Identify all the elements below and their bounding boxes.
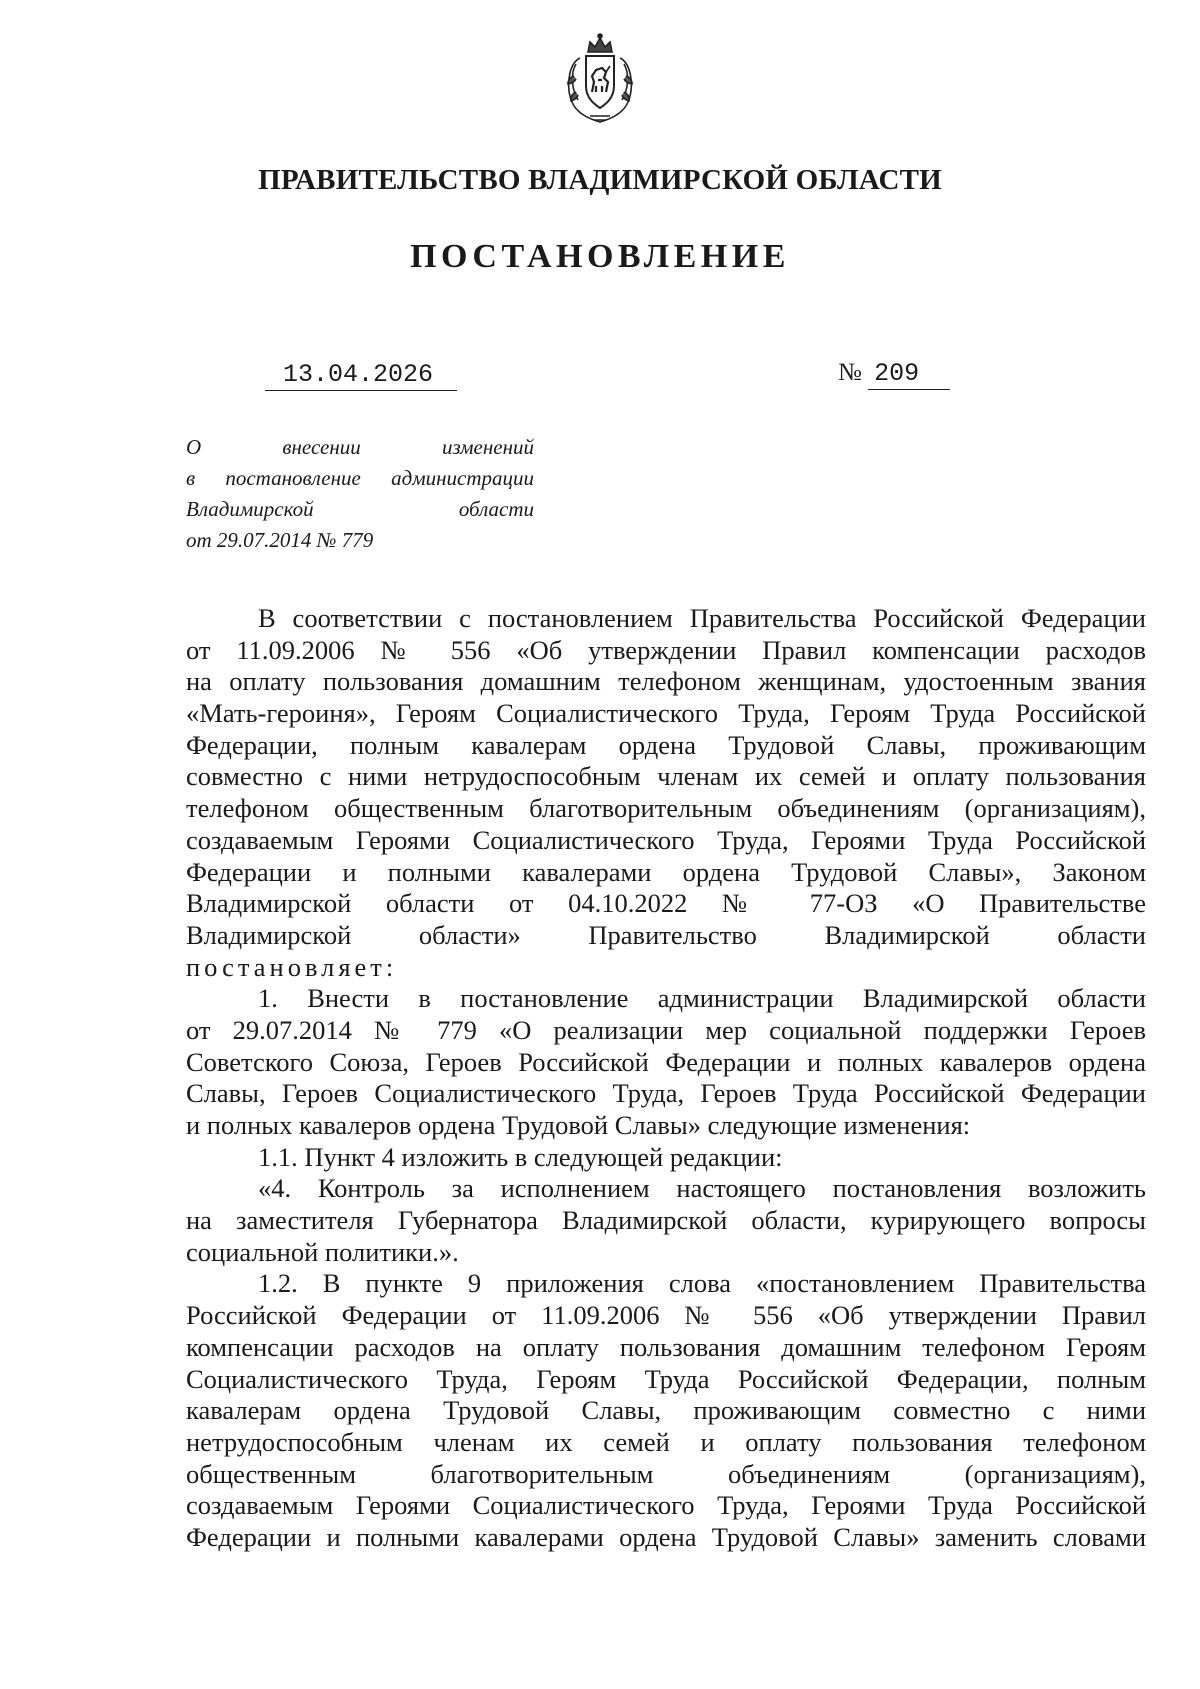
body-line: В соответствии с постановлением Правительства Российской Федерации — [258, 603, 1146, 633]
coat-of-arms-emblem — [550, 30, 650, 130]
body-line: создаваемым Героями Социалистического Труда, Героями Труда Российской — [186, 1490, 1146, 1521]
body-line: Социалистического Труда, Героям Труда Российской Федерации, полным — [186, 1363, 1146, 1394]
body-line: Российской Федерации от 11.09.2006 № 556 «Об утверждении Правил — [186, 1300, 1146, 1331]
body-line: компенсации расходов на оплату пользования домашним телефоном Героям — [186, 1331, 1146, 1362]
body-line: Владимирской области» Правительство Владимирской области — [186, 919, 1146, 950]
subject-line: от 29.07.2014 № 779 — [186, 528, 374, 552]
document-number: 209 — [868, 359, 950, 390]
document-number-block — [838, 358, 950, 390]
number-sign: № — [838, 359, 862, 386]
subject-line: Владимирской области — [186, 497, 534, 521]
body-line: и полных кавалеров ордена Трудовой Славы» следующие изменения: — [186, 1110, 971, 1140]
document-date: 13.04.2026 — [265, 360, 457, 391]
body-line: Федерации, полным кавалерам ордена Трудовой Славы, проживающим — [186, 729, 1146, 760]
body-line: 1.2. В пункте 9 приложения слова «постановлением Правительства — [258, 1268, 1146, 1299]
body-line: Федерации и полными кавалерами ордена Трудовой Славы», Законом — [186, 856, 1146, 887]
document-subject — [186, 432, 534, 556]
body-line: телефоном общественным благотворительным объединениям (организациям), — [186, 793, 1146, 824]
body-line: «4. Контроль за исполнением настоящего постановления возложить — [258, 1173, 1146, 1204]
body-line: на заместителя Губернатора Владимирской области, курирующего вопросы — [186, 1205, 1146, 1236]
body-line: совместно с ними нетрудоспособным членам их семей и оплату пользования — [186, 761, 1146, 792]
body-line: «Мать-героиня», Героям Социалистического Труда, Героям Труда Российской — [186, 698, 1146, 729]
document-type-title: ПОСТАНОВЛЕНИЕ — [410, 238, 790, 275]
body-line: нетрудоспособным членам их семей и оплату пользования телефоном — [186, 1426, 1146, 1457]
body-line: создаваемым Героями Социалистического Труда, Героями Труда Российской — [186, 824, 1146, 855]
body-line: социальной политики.». — [186, 1236, 459, 1267]
organization-title: ПРАВИТЕЛЬСТВО ВЛАДИМИРСКОЙ ОБЛАСТИ — [258, 164, 942, 196]
body-line-resolves: постановляет: — [186, 951, 398, 982]
body-line: Владимирской области от 04.10.2022 № 77-ОЗ «О Правительстве — [186, 888, 1146, 919]
body-line: Советского Союза, Героев Российской Федерации и полных кавалеров ордена — [186, 1046, 1146, 1077]
body-line: Федерации и полными кавалерами ордена Трудовой Славы» заменить словами — [186, 1521, 1146, 1552]
body-line: общественным благотворительным объединениям (организациям), — [186, 1458, 1146, 1489]
subject-line: в постановление администрации — [186, 466, 534, 490]
body-line: Славы, Героев Социалистического Труда, Героев Труда Российской Федерации — [186, 1078, 1146, 1109]
subject-line: О внесении изменений — [186, 435, 534, 459]
body-line: кавалерам ордена Трудовой Славы, проживающим совместно с ними — [186, 1395, 1146, 1426]
body-line: от 11.09.2006 № 556 «Об утверждении Правил компенсации расходов — [186, 634, 1146, 665]
body-line: 1.1. Пункт 4 изложить в следующей редакции: — [258, 1141, 783, 1172]
body-line: 1. Внести в постановление администрации Владимирской области — [258, 983, 1146, 1014]
document-body — [186, 603, 1146, 1554]
body-line: от 29.07.2014 № 779 «О реализации мер социальной поддержки Героев — [186, 1014, 1146, 1045]
body-line: на оплату пользования домашним телефоном женщинам, удостоенным звания — [186, 666, 1146, 697]
